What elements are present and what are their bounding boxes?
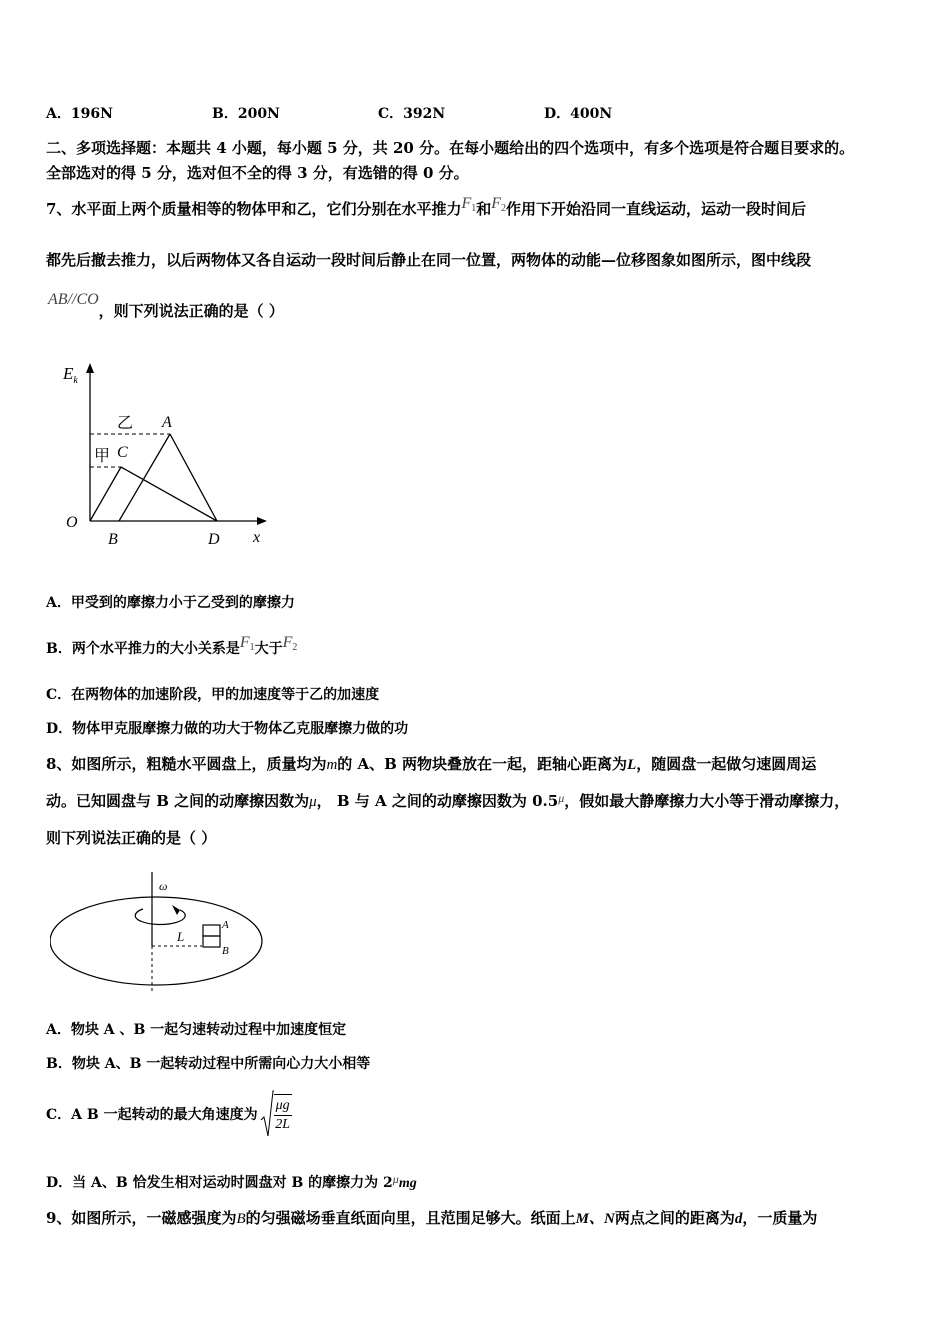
- q7-stem-part1: 7、水平面上两个质量相等的物体甲和乙，它们分别在水平推力: [46, 200, 462, 218]
- y-axis-arrow: [86, 363, 94, 373]
- point-c-label: C: [117, 444, 128, 461]
- section-header-line1: 二、多项选择题：本题共 4 小题，每小题 5 分，共 20 分。在每小题给出的四个选项中，有多个选项是符合题目要求的。: [46, 139, 855, 157]
- q8-option-c: [46, 1090, 292, 1138]
- q8-option-a: A．物块 A 、B 一起匀速转动过程中加速度恒定: [46, 1022, 347, 1038]
- q8-option-c-pre: C．A B 一起转动的最大角速度为: [46, 1107, 258, 1123]
- q7-option-b-pre: B．两个水平推力的大小关系是: [46, 641, 240, 657]
- q7-f2: $F_2$: [491, 195, 507, 214]
- q7-stem-part2: 作用下开始沿同一直线运动，运动一段时间后: [506, 200, 807, 218]
- sqrt-icon: [260, 1090, 274, 1138]
- q7-option-a: A．甲受到的摩擦力小于乙受到的摩擦力: [46, 595, 295, 611]
- q9-B: B: [236, 1211, 246, 1227]
- q8-option-c-fraction: $\frac{\mu g}{2L}$: [274, 1094, 292, 1134]
- q8-stem-line1: 8、如图所示，粗糙水平圆盘上，质量均为m的 A、B 两物块叠放在一起，距轴心距离为L，随圆盘一起做匀速圆周运: [46, 755, 817, 773]
- disk: [50, 897, 262, 985]
- q7-option-c: C．在两物体的加速阶段，甲的加速度等于乙的加速度: [46, 687, 380, 703]
- x-axis-label: x: [253, 529, 261, 546]
- q6-option-c: C．392N: [378, 106, 446, 122]
- q8-option-d-mu: μ: [392, 1172, 399, 1186]
- q8-stem-line3: 则下列说法正确的是（ ）: [46, 829, 217, 847]
- q7-stem-line3: [48, 291, 284, 321]
- q6-option-a: A．196N: [46, 106, 113, 122]
- q8-m: m: [326, 757, 338, 773]
- x-axis-arrow: [257, 517, 267, 525]
- q7-option-b: [46, 634, 298, 659]
- q9-MN: M、N: [575, 1211, 615, 1227]
- block-a: [203, 925, 220, 936]
- q8-option-d-mg: mg: [398, 1176, 417, 1191]
- q7-option-b-f2: $F_2$: [282, 634, 298, 653]
- q8-stem-line2: 动。已知圆盘与 B 之间的动摩擦因数为μ， B 与 A 之间的动摩擦因数为 $0.5^\mu$，假如最大静摩擦力大小等于滑动摩擦力，: [46, 791, 850, 810]
- rotation-arrow-head: [172, 905, 180, 915]
- q8-option-d: D．当 A、B 恰发生相对运动时圆盘对 B 的摩擦力为 2μmg: [46, 1172, 417, 1191]
- q8-L: L: [627, 757, 637, 773]
- q7-option-d: D．物体甲克服摩擦力做的功大于物体乙克服摩擦力做的功: [46, 721, 409, 737]
- q8-mu-small: μ: [558, 791, 565, 805]
- q7-option-b-f1: $F_1$: [239, 634, 255, 653]
- block-b-label: B: [222, 945, 229, 957]
- point-a-label: A: [162, 414, 172, 431]
- q7-ek-graph: [55, 355, 285, 555]
- y-axis-label: $E_k$: [63, 364, 78, 386]
- q6-option-b: B．200N: [212, 106, 280, 122]
- q8-option-b: B．物块 A、B 一起转动过程中所需向心力大小相等: [46, 1056, 371, 1072]
- point-b-label: B: [108, 531, 118, 548]
- label-jia: 甲: [94, 446, 111, 465]
- q7-option-b-mid: 大于: [254, 641, 283, 657]
- q7-stem-ask: ，则下列说法正确的是（ ）: [98, 302, 284, 320]
- q9-d: d: [734, 1211, 743, 1227]
- q9-stem-line1: 9、如图所示，一磁感强度为B的匀强磁场垂直纸面向里，且范围足够大。纸面上M、N两点之间的距离为d，一质量为: [46, 1209, 818, 1227]
- block-a-label: A: [222, 919, 229, 931]
- origin-label: O: [66, 514, 78, 531]
- section-header-line2: 全部选对的得 5 分，选对但不全的得 3 分，有选错的得 0 分。: [46, 164, 469, 182]
- q8-disk-figure: [50, 868, 275, 1003]
- label-yi: 乙: [117, 413, 134, 432]
- q7-f1: $F_1$: [461, 195, 477, 214]
- q7-stem-line2: 都先后撤去推力，以后两物体又各自运动一段时间后静止在同一位置，两物体的动能—位移图象如图所示，图中线段: [46, 251, 812, 269]
- q7-stem-line1: [46, 195, 807, 220]
- omega-label: ω: [159, 879, 168, 893]
- point-d-label: D: [208, 531, 220, 548]
- q7-formula: AB//CO: [48, 291, 99, 308]
- block-b: [203, 936, 220, 947]
- q8-mu: μ: [309, 794, 317, 810]
- q7-and: 和: [476, 200, 492, 218]
- segment-OC: [90, 467, 121, 521]
- radius-label: L: [177, 929, 185, 944]
- q6-option-d: D．400N: [544, 106, 613, 122]
